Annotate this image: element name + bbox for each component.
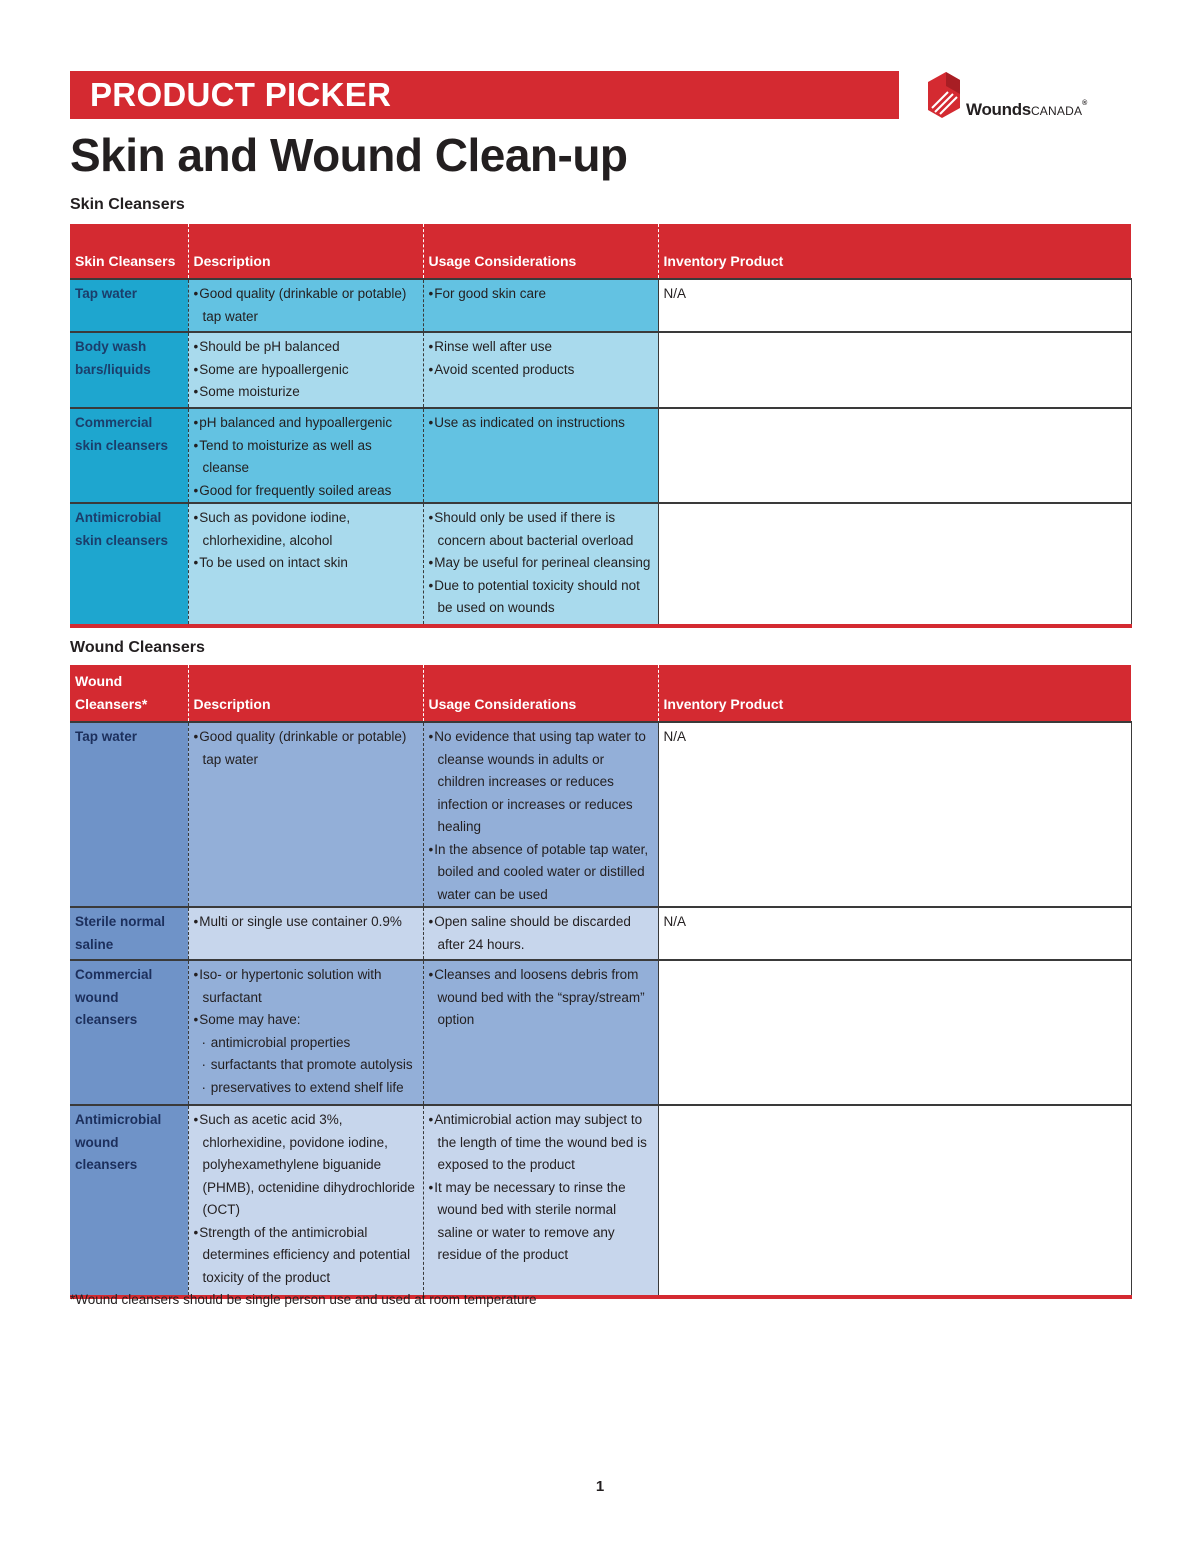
table-row [70, 332, 1131, 408]
description-item: • Such as povidone iodine, chlorhexidine, alcohol [194, 507, 418, 552]
usage-item: • For good skin care [429, 283, 653, 306]
wound-section-title: Wound Cleansers [70, 639, 205, 656]
table-row [70, 1105, 1131, 1297]
wounds-canada-mark-icon [926, 70, 962, 120]
page-number: 1 [595, 1478, 605, 1495]
wound-header-description: Description [188, 665, 423, 722]
row-inventory[interactable] [658, 503, 1131, 626]
row-name: Sterile normal saline [70, 907, 188, 960]
description-item: • pH balanced and hypoallergenic [194, 412, 418, 435]
wound-header-inventory: Inventory Product [658, 665, 1131, 722]
usage-item: • Avoid scented products [429, 359, 653, 382]
table-row [70, 503, 1131, 626]
row-inventory[interactable]: N/A [658, 907, 1131, 960]
description-item: • Multi or single use container 0.9% [194, 911, 418, 934]
row-name: Antimicrobial skin cleansers [70, 503, 188, 626]
description-item: • Some moisturize [194, 381, 418, 404]
description-item: • Strength of the antimicrobial determines efficiency and potential toxicity of the product [194, 1222, 418, 1290]
row-inventory[interactable]: N/A [658, 279, 1131, 332]
row-usage [423, 279, 658, 332]
description-sub-item: · antimicrobial properties [194, 1032, 418, 1055]
logo-text [966, 100, 1087, 120]
wound-header-type: Wound Cleansers* [70, 665, 188, 722]
row-description [188, 960, 423, 1105]
row-usage [423, 722, 658, 907]
skin-cleansers-table [70, 224, 1132, 628]
description-item: • Iso- or hypertonic solution with surfactant [194, 964, 418, 1009]
header-banner: PRODUCT PICKER [70, 71, 899, 119]
description-item: • Good for frequently soiled areas [194, 480, 418, 503]
row-usage [423, 960, 658, 1105]
wound-header-usage: Usage Considerations [423, 665, 658, 722]
row-inventory[interactable] [658, 960, 1131, 1105]
logo-registered-mark: ® [1082, 100, 1088, 107]
table-row [70, 408, 1131, 503]
description-item: • Good quality (drinkable or potable) tap water [194, 283, 418, 328]
usage-item: • May be useful for perineal cleansing [429, 552, 653, 575]
row-inventory[interactable] [658, 332, 1131, 408]
row-description [188, 907, 423, 960]
table-row [70, 960, 1131, 1105]
row-name: Tap water [70, 722, 188, 907]
row-description [188, 1105, 423, 1297]
usage-item: • Antimicrobial action may subject to the length of time the wound bed is exposed to the product [429, 1109, 653, 1177]
description-item: • Should be pH balanced [194, 336, 418, 359]
skin-header-type: Skin Cleansers [70, 224, 188, 279]
usage-item: • Use as indicated on instructions [429, 412, 653, 435]
description-item: • Some may have: [194, 1009, 418, 1032]
usage-item: • Open saline should be discarded after 24 hours. [429, 911, 653, 956]
row-name: Commercial wound cleansers [70, 960, 188, 1105]
table-row [70, 279, 1131, 332]
description-item: • Some are hypoallergenic [194, 359, 418, 382]
usage-item: • Cleanses and loosens debris from wound bed with the “spray/stream” option [429, 964, 653, 1032]
footnote: *Wound cleansers should be single person use and used at room temperature [70, 1292, 537, 1307]
page-title: Skin and Wound Clean-up [70, 129, 628, 181]
row-inventory[interactable] [658, 408, 1131, 503]
row-description [188, 332, 423, 408]
skin-section-title: Skin Cleansers [70, 196, 185, 213]
description-item: • Tend to moisturize as well as cleanse [194, 435, 418, 480]
row-description [188, 279, 423, 332]
skin-header-inventory: Inventory Product [658, 224, 1131, 279]
description-item: • Good quality (drinkable or potable) tap water [194, 726, 418, 771]
description-sub-item: · surfactants that promote autolysis [194, 1054, 418, 1077]
usage-item: • No evidence that using tap water to cleanse wounds in adults or children increases or reduces infection or increases or reduces healing [429, 726, 653, 839]
usage-item: • In the absence of potable tap water, boiled and cooled water or distilled water can be used [429, 839, 653, 907]
row-usage [423, 332, 658, 408]
row-inventory[interactable]: N/A [658, 722, 1131, 907]
row-name: Body wash bars/liquids [70, 332, 188, 408]
usage-item: • Rinse well after use [429, 336, 653, 359]
row-usage [423, 408, 658, 503]
usage-item: • Should only be used if there is concern about bacterial overload [429, 507, 653, 552]
row-description [188, 722, 423, 907]
description-item: • To be used on intact skin [194, 552, 418, 575]
row-usage [423, 503, 658, 626]
logo-sub-text: CANADA [1030, 104, 1083, 118]
wounds-canada-logo [926, 70, 1136, 122]
wound-cleansers-table [70, 665, 1132, 1299]
logo-main-text: Wounds [966, 100, 1031, 119]
skin-header-description: Description [188, 224, 423, 279]
row-usage [423, 907, 658, 960]
table-row [70, 722, 1131, 907]
skin-header-usage: Usage Considerations [423, 224, 658, 279]
row-name: Antimicrobial wound cleansers [70, 1105, 188, 1297]
row-name: Commercial skin cleansers [70, 408, 188, 503]
description-item: • Such as acetic acid 3%, chlorhexidine, povidone iodine, polyhexamethylene biguanide (PHMB), octenidine dihydrochloride (OCT) [194, 1109, 418, 1222]
table-row [70, 907, 1131, 960]
row-name: Tap water [70, 279, 188, 332]
usage-item: • Due to potential toxicity should not be used on wounds [429, 575, 653, 620]
usage-item: • It may be necessary to rinse the wound bed with sterile normal saline or water to remove any residue of the product [429, 1177, 653, 1267]
row-description [188, 503, 423, 626]
description-sub-item: · preservatives to extend shelf life [194, 1077, 418, 1100]
row-inventory[interactable] [658, 1105, 1131, 1297]
row-description [188, 408, 423, 503]
row-usage [423, 1105, 658, 1297]
